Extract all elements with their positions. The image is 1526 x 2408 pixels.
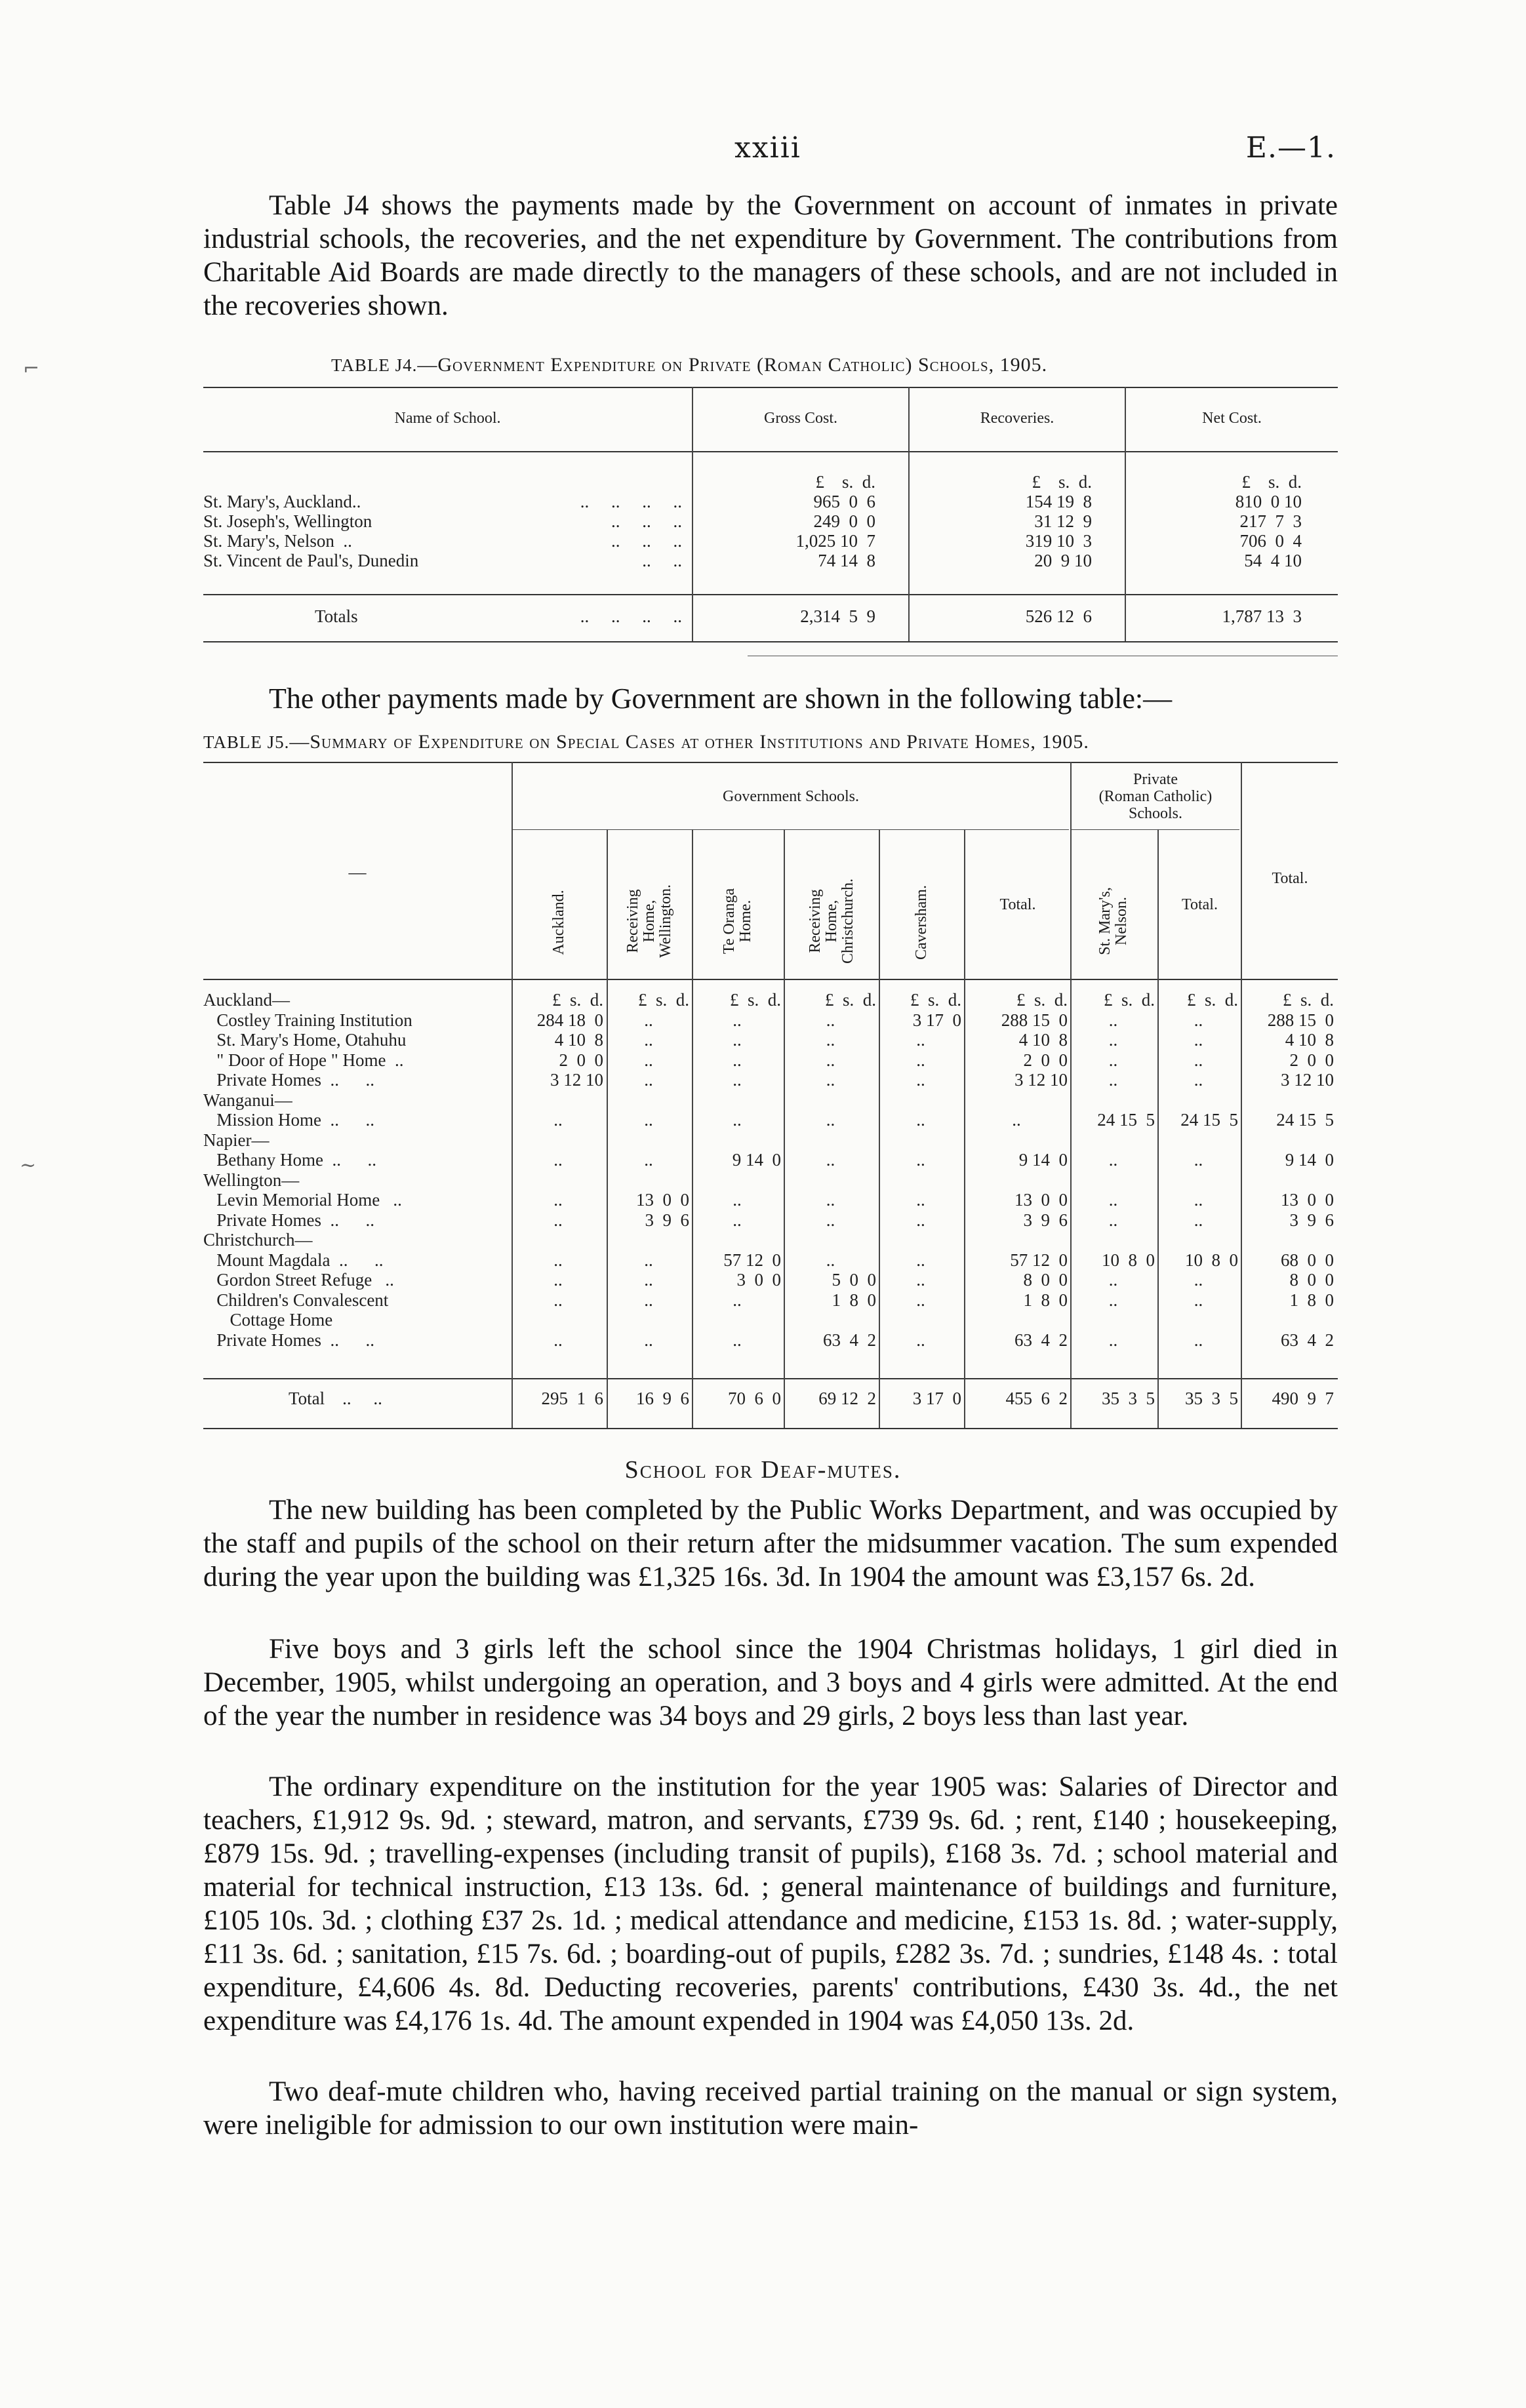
j4-row-name: St. Vincent de Paul's, Dunedin bbox=[203, 551, 419, 570]
table-j4-label: TABLE J4. bbox=[331, 355, 418, 375]
table-j5-label: TABLE J5. bbox=[203, 732, 290, 752]
table-j4-totals-rule bbox=[203, 594, 1338, 595]
j5-cell: 57 12 0 bbox=[723, 1250, 781, 1270]
j5-col-te-oranga: Te Oranga Home. bbox=[721, 888, 754, 955]
j5-cell: .. bbox=[1194, 1290, 1203, 1310]
j5-cell: .. bbox=[553, 1250, 563, 1270]
table-j4-header-rule bbox=[203, 451, 1338, 452]
j4-row-net: 217 7 3 bbox=[1239, 511, 1302, 531]
table-j5-intro: The other payments made by Government are shown in the following table:— bbox=[269, 682, 1173, 715]
j4-totals-dots: .. .. .. .. bbox=[580, 606, 682, 626]
j5-cell: .. bbox=[1012, 1110, 1021, 1130]
j4-row-gross: 965 0 6 bbox=[813, 492, 875, 511]
j5-total-cell: 490 9 7 bbox=[1272, 1389, 1334, 1408]
j5-total-cell: 69 12 2 bbox=[818, 1389, 876, 1408]
j5-cell: .. bbox=[1108, 1150, 1118, 1170]
j5-units: £ s. d. bbox=[910, 990, 961, 1010]
j5-cell: .. bbox=[733, 1210, 742, 1230]
j5-cell: .. bbox=[826, 1150, 835, 1170]
j5-cell: 9 14 0 bbox=[732, 1150, 781, 1170]
j4-units: £ s. d. bbox=[815, 472, 875, 492]
j5-cell: .. bbox=[644, 1070, 653, 1090]
j5-units: £ s. d. bbox=[637, 990, 689, 1010]
j4-row-gross: 74 14 8 bbox=[818, 551, 875, 570]
j5-cell: 68 0 0 bbox=[1281, 1250, 1334, 1270]
j5-row-label: Levin Memorial Home .. bbox=[203, 1190, 402, 1210]
j4-row-dots: .. .. .. bbox=[611, 531, 682, 551]
j4-row-name: St. Mary's, Nelson .. bbox=[203, 531, 352, 551]
j5-cell: .. bbox=[644, 1330, 653, 1350]
j5-cell: 63 4 2 bbox=[1281, 1330, 1334, 1350]
j5-cell: 13 0 0 bbox=[1014, 1190, 1068, 1210]
j5-row-label: Christchurch— bbox=[203, 1230, 313, 1250]
j5-cell: .. bbox=[553, 1270, 563, 1290]
j5-cell: 57 12 0 bbox=[1010, 1250, 1068, 1270]
j5-cell: .. bbox=[553, 1190, 563, 1210]
j5-units: £ s. d. bbox=[1016, 990, 1068, 1010]
j5-cell: .. bbox=[1194, 1190, 1203, 1210]
j5-cell: .. bbox=[733, 1030, 742, 1050]
body-paragraph-4: Two deaf-mute children who, having received partial training on the manual or sign system, were ineligible for admission to our own institution were main- bbox=[203, 2076, 1338, 2141]
j5-cell: .. bbox=[733, 1290, 742, 1310]
j5-col-receiving-christchurch: Receiving Home, Christchurch. bbox=[806, 878, 856, 964]
j5-cell: .. bbox=[644, 1010, 653, 1030]
j5-col-gov-total: Total. bbox=[999, 896, 1036, 913]
j4-row-gross: 1,025 10 7 bbox=[795, 531, 875, 551]
j5-cell: .. bbox=[1108, 1270, 1118, 1290]
table-j5-total-rule bbox=[203, 1378, 1338, 1379]
j5-cell: 8 0 0 bbox=[1023, 1270, 1068, 1290]
j5-units: £ s. d. bbox=[552, 990, 603, 1010]
j5-units: £ s. d. bbox=[824, 990, 876, 1010]
j5-total-cell: 16 9 6 bbox=[636, 1389, 689, 1408]
j5-cell: 3 9 6 bbox=[1023, 1210, 1068, 1230]
j5-cell: .. bbox=[916, 1250, 925, 1270]
table-j5-group-rule bbox=[512, 829, 1069, 830]
j5-cell: .. bbox=[826, 1210, 835, 1230]
j5-total-cell: 70 6 0 bbox=[728, 1389, 781, 1408]
j5-total-cell: 35 3 5 bbox=[1185, 1389, 1238, 1408]
j5-cell: .. bbox=[826, 1070, 835, 1090]
j5-col-st-marys-nelson: St. Mary's, Nelson. bbox=[1096, 887, 1130, 955]
j4-row-dots: .. .. .. bbox=[611, 511, 682, 531]
j5-group-government: Government Schools. bbox=[723, 788, 859, 805]
j5-cell: .. bbox=[1108, 1330, 1118, 1350]
j5-cell: .. bbox=[826, 1250, 835, 1270]
j5-cell: .. bbox=[916, 1110, 925, 1130]
j5-cell: .. bbox=[916, 1150, 925, 1170]
j5-row-label: Private Homes .. .. bbox=[203, 1330, 374, 1350]
j5-cell: .. bbox=[1194, 1030, 1203, 1050]
j5-cell: 24 15 5 bbox=[1180, 1110, 1238, 1130]
j5-cell: .. bbox=[826, 1110, 835, 1130]
j4-col-name: Name of School. bbox=[394, 410, 501, 427]
j5-cell: .. bbox=[553, 1110, 563, 1130]
j4-row-recoveries: 31 12 9 bbox=[1034, 511, 1092, 531]
j5-units: £ s. d. bbox=[729, 990, 781, 1010]
margin-mark: ~ bbox=[20, 1154, 37, 1177]
j5-cell: .. bbox=[1194, 1070, 1203, 1090]
j5-cell: .. bbox=[733, 1070, 742, 1090]
j5-cell: .. bbox=[1194, 1330, 1203, 1350]
j4-units: £ s. d. bbox=[1241, 472, 1302, 492]
j5-cell: 288 15 0 bbox=[1267, 1010, 1334, 1030]
j5-col-caversham: Caversham. bbox=[913, 885, 930, 960]
j5-cell: 10 8 0 bbox=[1185, 1250, 1238, 1270]
j5-cell: .. bbox=[1194, 1210, 1203, 1230]
j5-col-grand-total: Total. bbox=[1272, 870, 1308, 887]
table-j5-top-rule bbox=[203, 762, 1338, 763]
j4-units: £ s. d. bbox=[1032, 472, 1092, 492]
j4-totals-gross: 2,314 5 9 bbox=[800, 606, 875, 626]
j5-cell: .. bbox=[553, 1330, 563, 1350]
j5-cell: .. bbox=[1108, 1010, 1118, 1030]
j5-cell: .. bbox=[826, 1030, 835, 1050]
j5-cell: .. bbox=[733, 1110, 742, 1130]
j4-totals-recoveries: 526 12 6 bbox=[1025, 606, 1092, 626]
j5-cell: 3 9 6 bbox=[1289, 1210, 1334, 1230]
section-title: School for Deaf-mutes. bbox=[624, 1456, 902, 1484]
j5-cell: 1 8 0 bbox=[1289, 1290, 1334, 1310]
j5-cell: 2 0 0 bbox=[559, 1050, 603, 1070]
table-j4-title: —Government Expenditure on Private (Roman Catholic) Schools, 1905. bbox=[417, 354, 1048, 376]
j5-cell: .. bbox=[644, 1250, 653, 1270]
body-paragraph-3: The ordinary expenditure on the institution for the year 1905 was: Salaries of Director and teachers, £1,912 9s. 9d. ; steward, matron, and servants, £739 9s. 6d. ; rent, £140 ; housekeeping, £879 15s. 9d. ; travelling-expenses (including transit of pupils), £168 3s. 7d. ; school material and material for technical instruction, £13 13s. 6d. ; general maintenance of buildings and furniture, £105 10s. 3d. ; clothing £37 2s. 1d. ; medical attendance and medicine, £153 1s. 8d. ; water-supply, £11 3s. 6d. ; sanitation, £15 7s. 6d. ; boarding-out of pupils, £282 3s. 7d. ; sundries, £148 4s. : total expenditure, £4,606 4s. 8d. Deducting recoveries, parents' contributions, £430 3s. 4d., the net expenditure was £4,176 1s. 4d. The amount expended in 1904 was £4,050 13s. 2d. bbox=[203, 1771, 1338, 2036]
j5-cell: 284 18 0 bbox=[536, 1010, 603, 1030]
j5-row-label: Napier— bbox=[203, 1130, 270, 1150]
j5-cell: .. bbox=[644, 1030, 653, 1050]
j4-row-gross: 249 0 0 bbox=[813, 511, 875, 531]
j5-cell: .. bbox=[553, 1150, 563, 1170]
document-code: E.—1. bbox=[1245, 131, 1336, 165]
j5-row-label: Children's Convalescent bbox=[203, 1290, 389, 1310]
j5-cell: 9 14 0 bbox=[1285, 1150, 1334, 1170]
j5-total-cell: 35 3 5 bbox=[1102, 1389, 1155, 1408]
j5-cell: 10 8 0 bbox=[1102, 1250, 1155, 1270]
j4-col-gross: Gross Cost. bbox=[763, 410, 838, 427]
j5-cell: .. bbox=[553, 1290, 563, 1310]
j5-cell: .. bbox=[1108, 1290, 1118, 1310]
j5-cell: .. bbox=[916, 1050, 925, 1070]
j5-cell: .. bbox=[644, 1050, 653, 1070]
j4-totals-net: 1,787 13 3 bbox=[1222, 606, 1302, 626]
j5-cell: .. bbox=[1194, 1150, 1203, 1170]
j4-row-net: 54 4 10 bbox=[1244, 551, 1302, 570]
j5-cell: 63 4 2 bbox=[1014, 1330, 1068, 1350]
j5-cell: 3 9 6 bbox=[645, 1210, 689, 1230]
table-j5-group-rule bbox=[1070, 829, 1239, 830]
j5-cell: 63 4 2 bbox=[823, 1330, 876, 1350]
j5-cell: 3 17 0 bbox=[912, 1010, 961, 1030]
table-j4-top-rule bbox=[203, 387, 1338, 388]
j5-cell: .. bbox=[1108, 1070, 1118, 1090]
j5-col-auckland: Auckland. bbox=[550, 890, 567, 955]
j5-cell: .. bbox=[916, 1190, 925, 1210]
table-j5-divider bbox=[512, 762, 513, 1428]
j5-units: £ s. d. bbox=[1282, 990, 1334, 1010]
body-paragraph-1: The new building has been completed by the Public Works Department, and was occupied by the staff and pupils of the school on their return after the midsummer vacation. The sum expended during the year upon the building was £1,325 16s. 3d. In 1904 the amount was £3,157 6s. 2d. bbox=[203, 1495, 1338, 1592]
j5-cell: .. bbox=[553, 1210, 563, 1230]
j5-cell: .. bbox=[916, 1030, 925, 1050]
table-j4-caption bbox=[331, 354, 1047, 376]
j5-cell: .. bbox=[1194, 1050, 1203, 1070]
j5-cell: 2 0 0 bbox=[1023, 1050, 1068, 1070]
page-number: xxiii bbox=[734, 131, 801, 165]
j5-cell: .. bbox=[1108, 1030, 1118, 1050]
j5-cell: .. bbox=[826, 1190, 835, 1210]
j5-group-private: Private (Roman Catholic) Schools. bbox=[1098, 771, 1213, 822]
j5-col-private-total: Total. bbox=[1182, 896, 1218, 913]
j5-cell: .. bbox=[1194, 1270, 1203, 1290]
j4-row-recoveries: 20 9 10 bbox=[1034, 551, 1092, 570]
j5-cell: .. bbox=[916, 1070, 925, 1090]
table-j5-divider bbox=[1241, 762, 1242, 1428]
j5-row-label: Wanganui— bbox=[203, 1090, 292, 1110]
table-j5-title: —Summary of Expenditure on Special Cases at other Institutions and Private Homes, 1905. bbox=[289, 731, 1089, 753]
body-paragraph-2: Five boys and 3 girls left the school since the 1904 Christmas holidays, 1 girl died in December, 1905, whilst undergoing an operation, and 3 boys and 4 girls were admitted. At the end of the year the number in residence was 34 boys and 29 girls, 2 boys less than last year. bbox=[203, 1634, 1338, 1731]
j5-cell: 3 12 10 bbox=[1014, 1070, 1068, 1090]
j5-cell: .. bbox=[733, 1330, 742, 1350]
j5-cell: .. bbox=[644, 1110, 653, 1130]
j4-row-recoveries: 154 19 8 bbox=[1025, 492, 1092, 511]
j5-cell: .. bbox=[916, 1290, 925, 1310]
j4-row-dots: .. .. .. .. bbox=[580, 492, 682, 511]
intro-paragraph: Table J4 shows the payments made by the Government on account of inmates in private industrial schools, the recoveries, and the net expenditure by Government. The contributions from Charitable Aid Boards are made directly to the managers of these schools, and are not included in the recoveries shown. bbox=[203, 190, 1338, 321]
j5-cell: .. bbox=[826, 1050, 835, 1070]
j5-cell: 13 0 0 bbox=[1281, 1190, 1334, 1210]
j5-cell: .. bbox=[1108, 1050, 1118, 1070]
j5-cell: 288 15 0 bbox=[1001, 1010, 1068, 1030]
j5-cell: .. bbox=[644, 1270, 653, 1290]
j4-totals-label: Totals bbox=[315, 606, 358, 626]
j5-cell: 5 0 0 bbox=[832, 1270, 876, 1290]
j5-cell: .. bbox=[1194, 1010, 1203, 1030]
j5-col-receiving-wellington: Receiving Home, Wellington. bbox=[624, 884, 674, 958]
j5-cell: .. bbox=[916, 1270, 925, 1290]
j5-cell: 24 15 5 bbox=[1097, 1110, 1155, 1130]
j4-col-recoveries: Recoveries. bbox=[980, 410, 1054, 427]
j4-col-net: Net Cost. bbox=[1202, 410, 1262, 427]
margin-mark: ⌐ bbox=[23, 357, 40, 380]
j5-cell: .. bbox=[733, 1010, 742, 1030]
j5-row-label: Mount Magdala .. .. bbox=[203, 1250, 384, 1270]
j4-row-net: 810 0 10 bbox=[1235, 492, 1302, 511]
j5-total-cell: 3 17 0 bbox=[912, 1389, 961, 1408]
j5-cell: .. bbox=[644, 1150, 653, 1170]
j4-row-recoveries: 319 10 3 bbox=[1025, 531, 1092, 551]
j5-cell: 9 14 0 bbox=[1018, 1150, 1068, 1170]
j5-row-label: Gordon Street Refuge .. bbox=[203, 1270, 394, 1290]
j5-total-label: Total .. .. bbox=[289, 1389, 382, 1408]
j5-cell: .. bbox=[916, 1330, 925, 1350]
j5-row-label: Bethany Home .. .. bbox=[203, 1150, 376, 1170]
j5-cell: 8 0 0 bbox=[1289, 1270, 1334, 1290]
j5-cell: 4 10 8 bbox=[1285, 1030, 1334, 1050]
j5-row-label: Private Homes .. .. bbox=[203, 1070, 374, 1090]
j5-row-label: " Door of Hope " Home .. bbox=[203, 1050, 404, 1070]
j4-row-net: 706 0 4 bbox=[1239, 531, 1302, 551]
j5-total-cell: 455 6 2 bbox=[1005, 1389, 1068, 1408]
j5-row-label: Mission Home .. .. bbox=[203, 1110, 375, 1130]
table-j5-caption bbox=[203, 731, 1089, 753]
table-j4-bottom-rule bbox=[203, 641, 1338, 642]
j5-cell: .. bbox=[733, 1050, 742, 1070]
j5-cell: .. bbox=[916, 1210, 925, 1230]
j5-cell: 3 12 10 bbox=[550, 1070, 603, 1090]
j5-row-label: Auckland— bbox=[203, 990, 290, 1010]
j5-row-label: Wellington— bbox=[203, 1170, 300, 1190]
j5-cell: 3 0 0 bbox=[736, 1270, 781, 1290]
j5-units: £ s. d. bbox=[1186, 990, 1238, 1010]
j5-total-cell: 295 1 6 bbox=[541, 1389, 603, 1408]
j5-cell: 4 10 8 bbox=[554, 1030, 603, 1050]
j4-row-name: St. Mary's, Auckland.. bbox=[203, 492, 361, 511]
j5-stub-header: — bbox=[348, 862, 367, 882]
j5-cell: 2 0 0 bbox=[1289, 1050, 1334, 1070]
j5-row-label: Private Homes .. .. bbox=[203, 1210, 374, 1230]
j5-cell: .. bbox=[1108, 1210, 1118, 1230]
table-j5-bottom-rule bbox=[203, 1428, 1338, 1429]
j5-row-label: Cottage Home bbox=[203, 1310, 333, 1330]
j4-row-dots: .. .. bbox=[642, 551, 682, 570]
j5-cell: .. bbox=[644, 1290, 653, 1310]
j5-cell: 3 12 10 bbox=[1281, 1070, 1334, 1090]
j5-cell: .. bbox=[1108, 1190, 1118, 1210]
j5-cell: 1 8 0 bbox=[1023, 1290, 1068, 1310]
j5-cell: .. bbox=[826, 1010, 835, 1030]
j5-row-label: St. Mary's Home, Otahuhu bbox=[203, 1030, 407, 1050]
j5-cell: 24 15 5 bbox=[1276, 1110, 1334, 1130]
j5-units: £ s. d. bbox=[1103, 990, 1155, 1010]
j5-cell: 4 10 8 bbox=[1018, 1030, 1068, 1050]
j5-cell: 13 0 0 bbox=[636, 1190, 689, 1210]
j5-cell: 1 8 0 bbox=[832, 1290, 876, 1310]
j4-row-name: St. Joseph's, Wellington bbox=[203, 511, 372, 531]
j5-cell: .. bbox=[733, 1190, 742, 1210]
j5-row-label: Costley Training Institution bbox=[203, 1010, 412, 1030]
